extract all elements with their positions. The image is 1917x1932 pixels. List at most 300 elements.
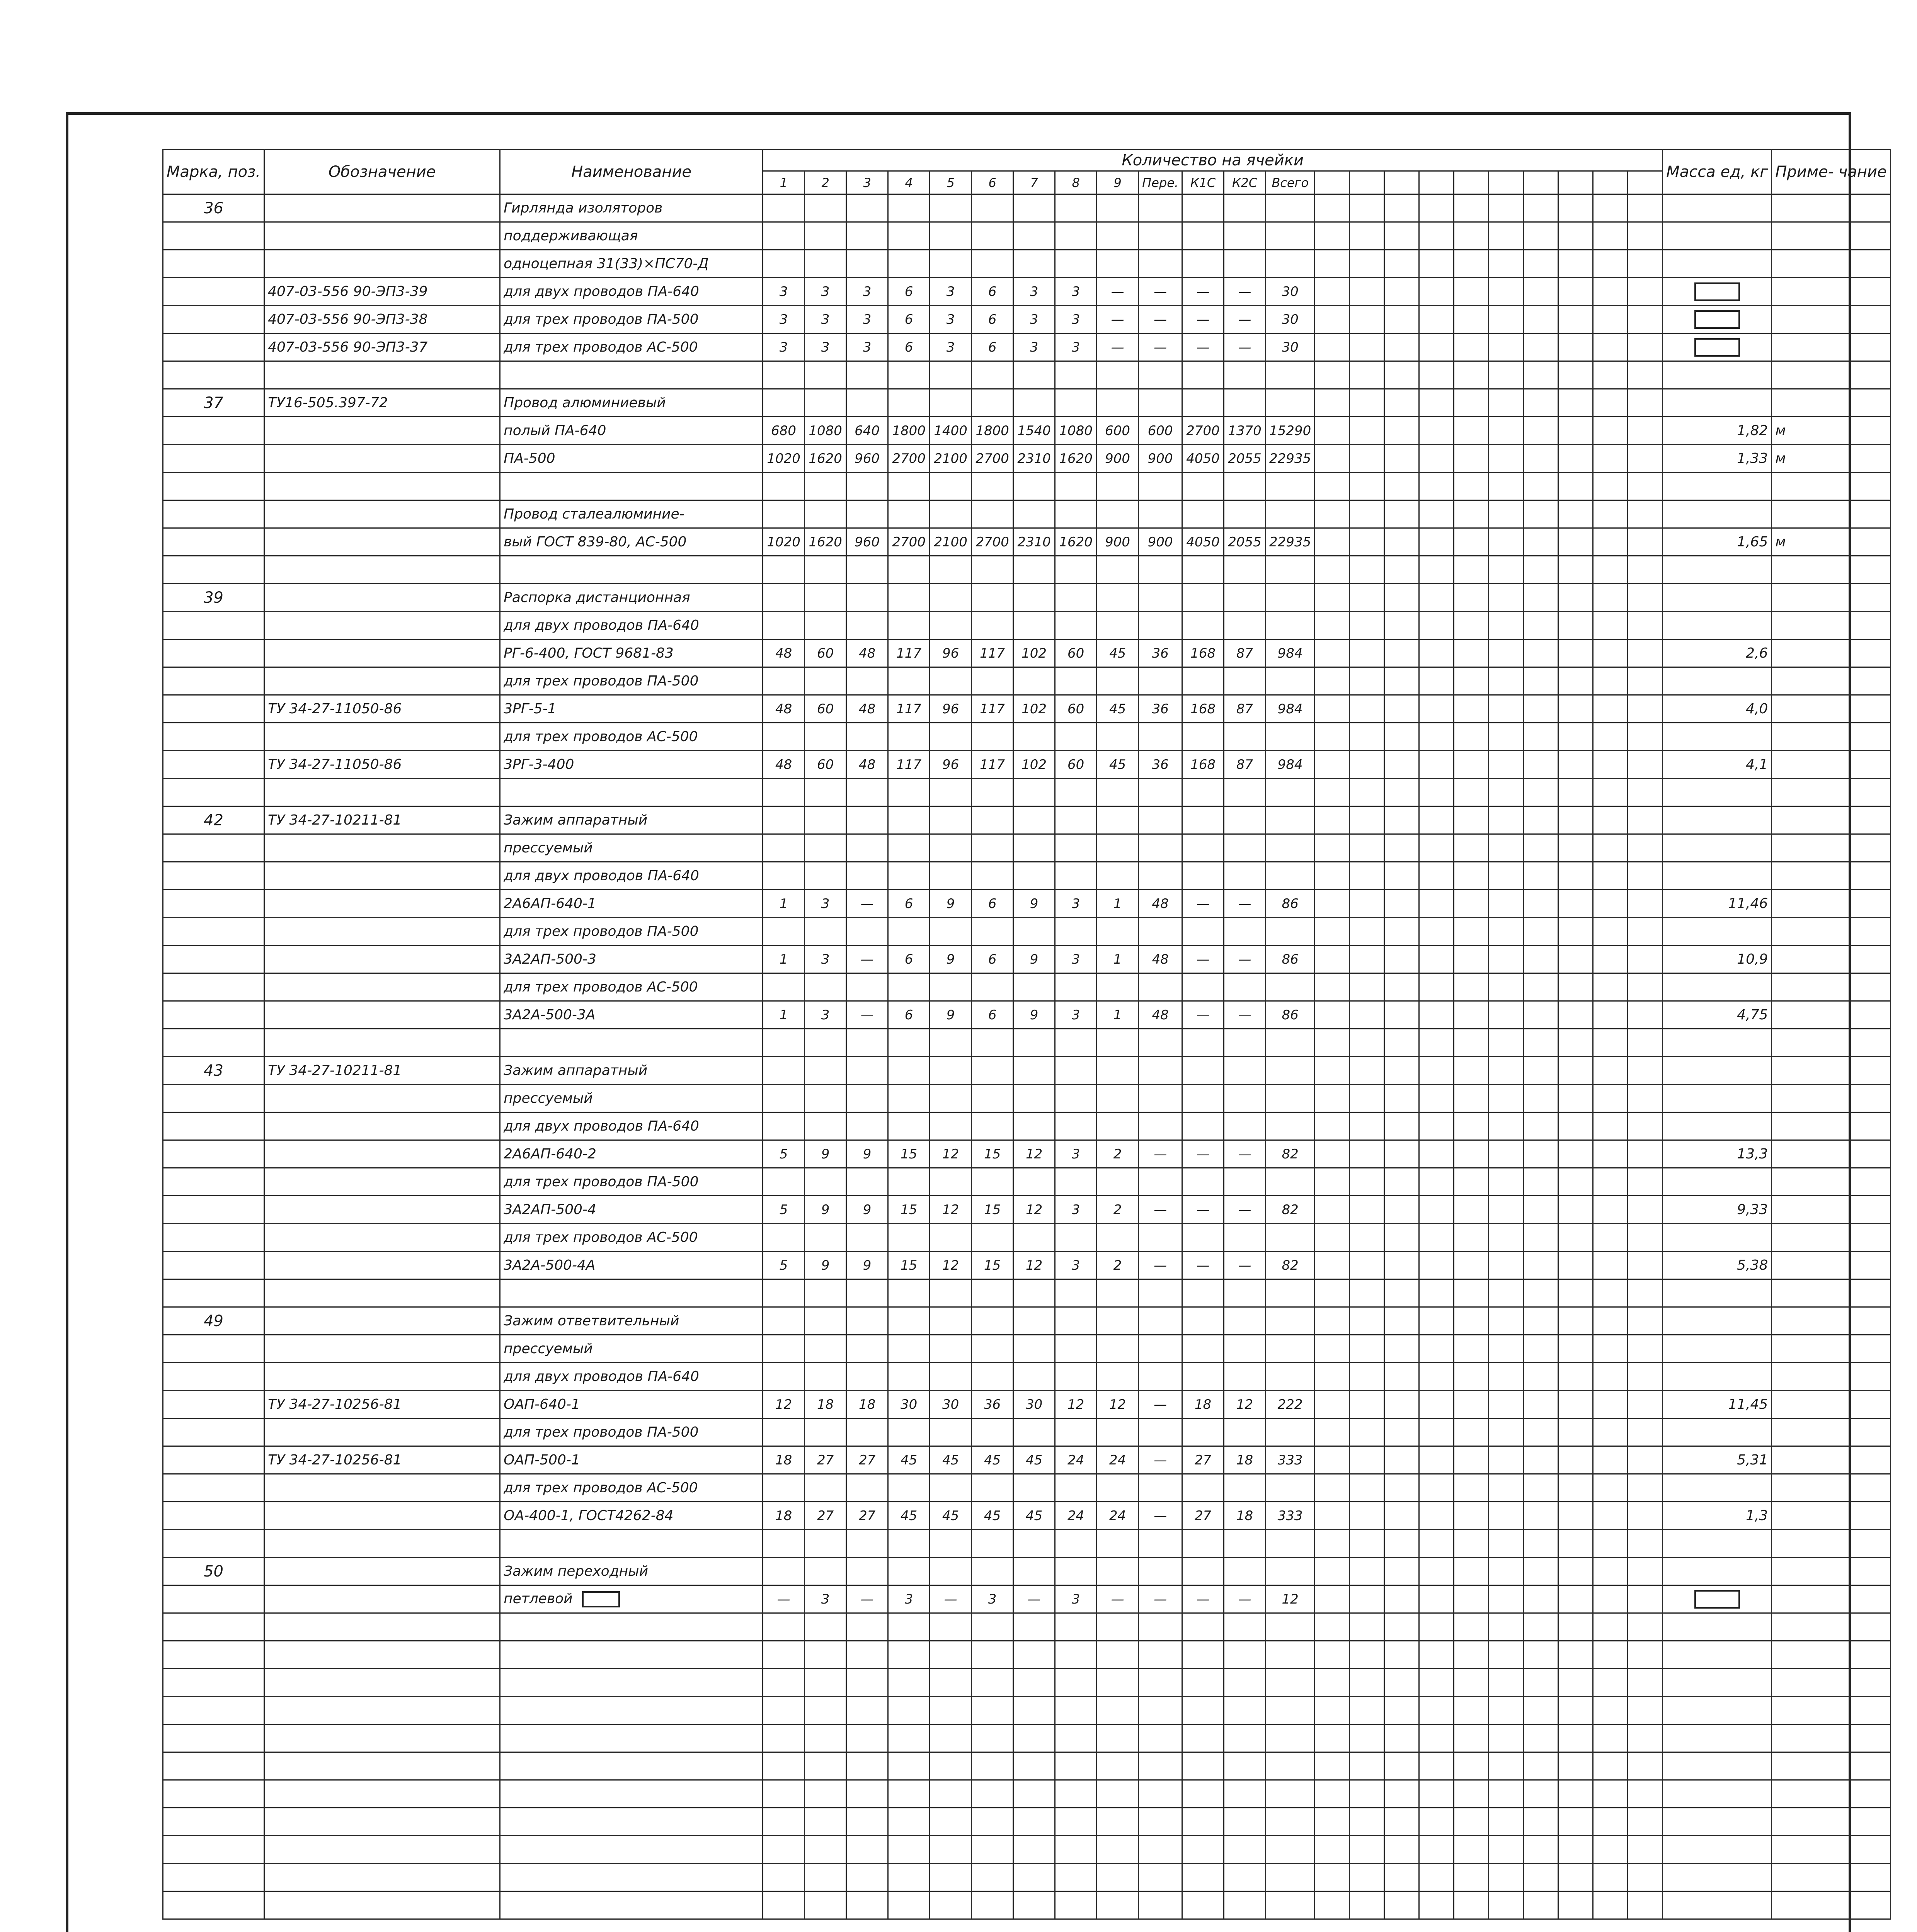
quantity-cell: [1384, 1335, 1419, 1363]
empty-cell: [1139, 1669, 1182, 1697]
quantity-cell: [1350, 1391, 1384, 1418]
quantity-cell: 24: [1055, 1446, 1097, 1474]
empty-cell: [1558, 1808, 1593, 1836]
quantity-cell: [1454, 1391, 1489, 1418]
mass-cell: [1663, 194, 1772, 222]
empty-cell: [972, 1836, 1013, 1864]
quantity-cell: 36: [1139, 639, 1182, 667]
quantity-cell: [1315, 528, 1350, 556]
empty-cell: [846, 1780, 888, 1808]
empty-cell: [1315, 1725, 1350, 1752]
quantity-cell: [805, 806, 846, 834]
quantity-cell: [763, 918, 805, 946]
empty-cell: [1097, 1864, 1139, 1891]
name-cell: для трех проводов АС-500: [500, 333, 763, 361]
quantity-cell: [1013, 556, 1055, 584]
quantity-cell: [1266, 1085, 1315, 1112]
quantity-cell: [1558, 639, 1593, 667]
designation-cell: [264, 1001, 500, 1029]
quantity-cell: [1350, 278, 1384, 306]
position-cell: [163, 1224, 264, 1252]
quantity-cell: [1384, 1585, 1419, 1613]
quantity-cell: [1224, 500, 1266, 528]
quantity-cell: [1097, 250, 1139, 278]
table-row: [163, 1502, 1891, 1530]
position-cell: [163, 1085, 264, 1112]
empty-table-row: [163, 1613, 1891, 1641]
quantity-cell: 1620: [1055, 528, 1097, 556]
quantity-cell: —: [1224, 306, 1266, 333]
quantity-cell: 2055: [1224, 528, 1266, 556]
empty-cell: [1772, 1836, 1890, 1864]
quantity-cell: [1350, 473, 1384, 500]
quantity-cell: [1524, 1029, 1558, 1057]
quantity-cell: 3: [1055, 1001, 1097, 1029]
quantity-cell: [1055, 1307, 1097, 1335]
quantity-cell: [846, 1279, 888, 1307]
quantity-cell: [1384, 695, 1419, 723]
position-cell: [163, 723, 264, 751]
quantity-cell: [1350, 306, 1384, 333]
mass-cell: [1663, 1335, 1772, 1363]
quantity-cell: [1266, 556, 1315, 584]
quantity-cell: [1454, 1140, 1489, 1168]
empty-cell: [972, 1725, 1013, 1752]
quantity-cell: —: [1224, 1252, 1266, 1279]
empty-cell: [1628, 1697, 1663, 1725]
empty-cell: [1489, 1808, 1524, 1836]
empty-cell: [500, 1752, 763, 1780]
quantity-cell: [972, 222, 1013, 250]
quantity-cell: [1224, 1307, 1266, 1335]
quantity-cell: [1489, 500, 1524, 528]
designation-cell: ТУ 34-27-11050-86: [264, 695, 500, 723]
quantity-cell: [1628, 556, 1663, 584]
quantity-cell: [1224, 612, 1266, 639]
quantity-cell: [1013, 1279, 1055, 1307]
quantity-cell: [1182, 1279, 1224, 1307]
quantity-cell: [1350, 528, 1384, 556]
quantity-cell: [1139, 723, 1182, 751]
note-cell: [1772, 890, 1890, 918]
quantity-cell: [1558, 806, 1593, 834]
designation-cell: [264, 667, 500, 695]
table-row: [163, 528, 1891, 556]
quantity-cell: [1489, 1307, 1524, 1335]
quantity-cell: [1454, 389, 1489, 417]
quantity-cell: [1628, 1363, 1663, 1391]
quantity-cell: 27: [805, 1502, 846, 1530]
empty-cell: [500, 1891, 763, 1919]
empty-cell: [763, 1808, 805, 1836]
quantity-cell: [846, 667, 888, 695]
quantity-cell: [763, 1112, 805, 1140]
empty-cell: [1454, 1669, 1489, 1697]
note-cell: [1772, 639, 1890, 667]
quantity-cell: [1139, 667, 1182, 695]
note-cell: [1772, 1474, 1890, 1502]
quantity-cell: [888, 1224, 930, 1252]
quantity-cell: —: [1224, 1001, 1266, 1029]
quantity-cell: [1524, 194, 1558, 222]
quantity-cell: 984: [1266, 639, 1315, 667]
empty-cell: [1772, 1613, 1890, 1641]
quantity-cell: [1628, 1307, 1663, 1335]
quantity-cell: [1182, 723, 1224, 751]
mass-cell: [1663, 1307, 1772, 1335]
quantity-cell: [1558, 333, 1593, 361]
quantity-cell: [1384, 584, 1419, 612]
quantity-cell: [1139, 556, 1182, 584]
designation-cell: [264, 918, 500, 946]
quantity-cell: [1350, 918, 1384, 946]
quantity-cell: [1628, 862, 1663, 890]
quantity-cell: [1419, 1418, 1454, 1446]
quantity-cell: 3: [846, 278, 888, 306]
quantity-cell: [930, 918, 972, 946]
name-cell: петлевой: [500, 1585, 763, 1613]
empty-cell: [972, 1808, 1013, 1836]
quantity-cell: [1524, 1558, 1558, 1585]
quantity-cell: [1055, 1029, 1097, 1057]
designation-cell: [264, 862, 500, 890]
empty-table-row: [163, 1752, 1891, 1780]
empty-cell: [1663, 1864, 1772, 1891]
empty-cell: [1524, 1725, 1558, 1752]
quantity-cell: [1315, 834, 1350, 862]
quantity-cell: [1454, 1001, 1489, 1029]
quantity-cell: [1489, 1029, 1524, 1057]
quantity-cell: [1139, 1530, 1182, 1558]
quantity-cell: [763, 834, 805, 862]
quantity-cell: [1139, 834, 1182, 862]
empty-cell: [1139, 1697, 1182, 1725]
empty-cell: [1384, 1697, 1419, 1725]
quantity-cell: [888, 194, 930, 222]
quantity-cell: [1315, 417, 1350, 445]
empty-cell: [500, 1725, 763, 1752]
quantity-cell: [805, 1057, 846, 1085]
table-row: [163, 1279, 1891, 1307]
note-cell: [1772, 278, 1890, 306]
quantity-cell: 3: [1055, 890, 1097, 918]
quantity-cell: [1558, 1446, 1593, 1474]
quantity-cell: [805, 222, 846, 250]
quantity-cell: [1013, 1112, 1055, 1140]
quantity-cell: [1315, 1252, 1350, 1279]
quantity-cell: [805, 361, 846, 389]
name-cell: [500, 1279, 763, 1307]
quantity-cell: 12: [1013, 1196, 1055, 1224]
position-cell: [163, 1418, 264, 1446]
quantity-cell: [1182, 222, 1224, 250]
mass-cell: [1663, 1279, 1772, 1307]
quantity-cell: 3: [763, 306, 805, 333]
quantity-cell: [1315, 445, 1350, 473]
quantity-cell: [1419, 333, 1454, 361]
quantity-cell: [1628, 278, 1663, 306]
quantity-cell: [1055, 1530, 1097, 1558]
table-row: [163, 194, 1891, 222]
table-row: [163, 306, 1891, 333]
quantity-cell: [1013, 1085, 1055, 1112]
quantity-cell: [846, 473, 888, 500]
quantity-cell: —: [1224, 946, 1266, 973]
mass-cell: [1663, 222, 1772, 250]
empty-cell: [1419, 1613, 1454, 1641]
quantity-cell: [846, 973, 888, 1001]
empty-cell: [1454, 1613, 1489, 1641]
designation-cell: [264, 1363, 500, 1391]
quantity-cell: 117: [888, 751, 930, 779]
quantity-cell: [888, 584, 930, 612]
quantity-cell: [763, 500, 805, 528]
quantity-cell: [1489, 723, 1524, 751]
quantity-cell: [1350, 1085, 1384, 1112]
quantity-cell: [1524, 1335, 1558, 1363]
quantity-cell: [1315, 1502, 1350, 1530]
empty-cell: [1593, 1780, 1628, 1808]
rectangle-symbol: [582, 1591, 620, 1607]
quantity-cell: 3: [805, 1585, 846, 1613]
note-cell: [1772, 194, 1890, 222]
quantity-cell: 5: [763, 1140, 805, 1168]
quantity-cell: [888, 667, 930, 695]
cell-number-header: [1315, 171, 1350, 194]
quantity-cell: [1097, 1363, 1139, 1391]
quantity-cell: [1419, 1502, 1454, 1530]
quantity-cell: [1013, 194, 1055, 222]
designation-cell: [264, 445, 500, 473]
quantity-cell: [1454, 1196, 1489, 1224]
quantity-cell: [1315, 1307, 1350, 1335]
designation-cell: [264, 1585, 500, 1613]
quantity-cell: [1489, 250, 1524, 278]
name-cell: ОАП-500-1: [500, 1446, 763, 1474]
quantity-cell: 60: [1055, 695, 1097, 723]
quantity-cell: [1350, 973, 1384, 1001]
empty-cell: [1454, 1864, 1489, 1891]
quantity-cell: [1055, 779, 1097, 806]
quantity-cell: [888, 1057, 930, 1085]
quantity-cell: [1593, 1558, 1628, 1585]
quantity-cell: 9: [930, 946, 972, 973]
quantity-cell: [1593, 751, 1628, 779]
quantity-cell: 3: [805, 946, 846, 973]
quantity-cell: [1182, 1112, 1224, 1140]
quantity-cell: [1454, 1057, 1489, 1085]
mass-cell: 1,65: [1663, 528, 1772, 556]
quantity-cell: [1419, 946, 1454, 973]
mass-cell: [1663, 1418, 1772, 1446]
quantity-cell: 12: [1097, 1391, 1139, 1418]
mass-cell: [1663, 556, 1772, 584]
quantity-cell: [1489, 1057, 1524, 1085]
quantity-cell: 3: [1013, 278, 1055, 306]
quantity-cell: [1266, 1224, 1315, 1252]
quantity-cell: [846, 500, 888, 528]
position-cell: [163, 918, 264, 946]
quantity-cell: [1524, 333, 1558, 361]
quantity-cell: [1558, 1140, 1593, 1168]
quantity-cell: 12: [1224, 1391, 1266, 1418]
note-cell: [1772, 1252, 1890, 1279]
quantity-cell: [1524, 1307, 1558, 1335]
quantity-cell: [1628, 1279, 1663, 1307]
quantity-cell: [1524, 528, 1558, 556]
quantity-cell: [1224, 584, 1266, 612]
empty-cell: [1182, 1752, 1224, 1780]
quantity-cell: [1315, 946, 1350, 973]
quantity-cell: [1013, 779, 1055, 806]
quantity-cell: [1593, 973, 1628, 1001]
quantity-cell: [888, 1558, 930, 1585]
quantity-cell: [1350, 806, 1384, 834]
quantity-cell: [846, 1418, 888, 1446]
quantity-cell: [1454, 528, 1489, 556]
designation-cell: 407-03-556 90-ЭП3-37: [264, 333, 500, 361]
quantity-cell: [888, 556, 930, 584]
name-cell: для трех проводов АС-500: [500, 1224, 763, 1252]
empty-cell: [1772, 1864, 1890, 1891]
quantity-cell: [1315, 1391, 1350, 1418]
quantity-cell: 333: [1266, 1502, 1315, 1530]
quantity-cell: [1524, 779, 1558, 806]
quantity-cell: 3: [930, 306, 972, 333]
quantity-cell: [1593, 1307, 1628, 1335]
quantity-cell: [1097, 862, 1139, 890]
empty-cell: [1663, 1613, 1772, 1641]
quantity-cell: [1558, 1279, 1593, 1307]
quantity-cell: 3: [805, 890, 846, 918]
quantity-cell: [1593, 278, 1628, 306]
quantity-cell: [930, 1307, 972, 1335]
empty-cell: [1663, 1641, 1772, 1669]
quantity-cell: [1593, 1530, 1628, 1558]
quantity-cell: [972, 1168, 1013, 1196]
quantity-cell: 1080: [805, 417, 846, 445]
empty-cell: [1384, 1752, 1419, 1780]
empty-cell: [1558, 1669, 1593, 1697]
quantity-cell: [1266, 1112, 1315, 1140]
empty-cell: [1224, 1697, 1266, 1725]
empty-cell: [1419, 1891, 1454, 1919]
quantity-cell: [1628, 1391, 1663, 1418]
note-cell: [1772, 1057, 1890, 1085]
quantity-cell: [888, 1530, 930, 1558]
empty-cell: [888, 1836, 930, 1864]
quantity-cell: 12: [930, 1140, 972, 1168]
empty-cell: [1315, 1891, 1350, 1919]
quantity-cell: [846, 222, 888, 250]
position-cell: [163, 333, 264, 361]
quantity-cell: 3: [1055, 1140, 1097, 1168]
empty-cell: [1266, 1780, 1315, 1808]
designation-cell: [264, 639, 500, 667]
quantity-cell: 18: [1182, 1391, 1224, 1418]
empty-cell: [930, 1697, 972, 1725]
note-cell: [1772, 1196, 1890, 1224]
quantity-cell: 86: [1266, 890, 1315, 918]
note-cell: [1772, 1502, 1890, 1530]
quantity-cell: [1013, 1224, 1055, 1252]
quantity-cell: [1182, 1335, 1224, 1363]
quantity-cell: [1013, 1057, 1055, 1085]
quantity-cell: [805, 194, 846, 222]
empty-cell: [763, 1697, 805, 1725]
quantity-cell: [1266, 1530, 1315, 1558]
empty-cell: [1139, 1808, 1182, 1836]
quantity-cell: [846, 612, 888, 639]
quantity-cell: [1350, 1530, 1384, 1558]
quantity-cell: [1350, 1446, 1384, 1474]
quantity-cell: [1350, 1363, 1384, 1391]
cell-number-header: 5: [930, 171, 972, 194]
position-cell: [163, 556, 264, 584]
quantity-cell: 3: [1055, 333, 1097, 361]
quantity-cell: [930, 723, 972, 751]
quantity-cell: 960: [846, 528, 888, 556]
quantity-cell: [1524, 973, 1558, 1001]
empty-cell: [1524, 1752, 1558, 1780]
position-cell: [163, 1502, 264, 1530]
designation-cell: [264, 500, 500, 528]
quantity-cell: [1384, 667, 1419, 695]
name-cell: Провод сталеалюминие-: [500, 500, 763, 528]
quantity-cell: [1454, 1418, 1489, 1446]
position-cell: [163, 1446, 264, 1474]
position-cell: [163, 278, 264, 306]
quantity-cell: [1593, 1057, 1628, 1085]
quantity-cell: 27: [805, 1446, 846, 1474]
quantity-cell: [1384, 1474, 1419, 1502]
empty-cell: [1097, 1780, 1139, 1808]
quantity-cell: [1454, 1168, 1489, 1196]
quantity-cell: 960: [846, 445, 888, 473]
quantity-cell: [1419, 667, 1454, 695]
quantity-cell: [1055, 806, 1097, 834]
empty-cell: [1055, 1725, 1097, 1752]
quantity-cell: [763, 1418, 805, 1446]
quantity-cell: 900: [1097, 528, 1139, 556]
quantity-cell: [1315, 890, 1350, 918]
empty-cell: [930, 1725, 972, 1752]
quantity-cell: [1350, 584, 1384, 612]
quantity-cell: 3: [846, 306, 888, 333]
quantity-cell: [1097, 1085, 1139, 1112]
quantity-cell: [1013, 1474, 1055, 1502]
quantity-cell: 82: [1266, 1252, 1315, 1279]
quantity-cell: [1350, 1196, 1384, 1224]
quantity-cell: [1524, 1418, 1558, 1446]
empty-cell: [1454, 1641, 1489, 1669]
quantity-cell: 9: [846, 1252, 888, 1279]
quantity-cell: [1593, 1085, 1628, 1112]
quantity-cell: [1315, 1335, 1350, 1363]
quantity-cell: 9: [805, 1196, 846, 1224]
quantity-cell: [930, 1530, 972, 1558]
empty-cell: [1097, 1725, 1139, 1752]
quantity-cell: [1055, 500, 1097, 528]
empty-table-row: [163, 1725, 1891, 1752]
cell-number-header: [1558, 171, 1593, 194]
quantity-cell: 900: [1139, 528, 1182, 556]
quantity-cell: [1182, 862, 1224, 890]
position-cell: [163, 1363, 264, 1391]
empty-cell: [846, 1808, 888, 1836]
note-cell: [1772, 1029, 1890, 1057]
cell-number-header: Пере.: [1139, 171, 1182, 194]
